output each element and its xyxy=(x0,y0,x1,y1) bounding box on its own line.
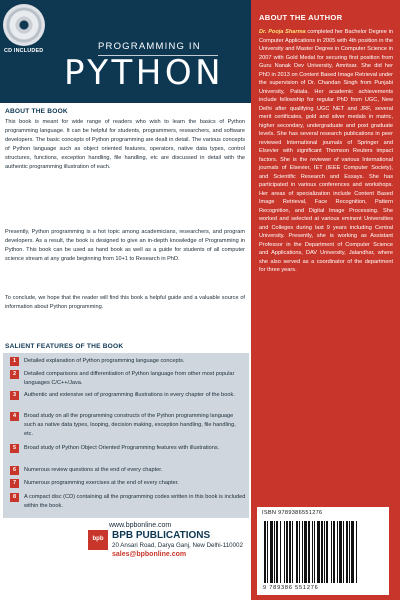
feature-number: 8 xyxy=(10,493,19,502)
publisher-email: sales@bpbonline.com xyxy=(112,551,187,558)
feature-number: 3 xyxy=(10,391,19,400)
barcode-box xyxy=(257,507,389,595)
publisher-website: www.bpbonline.com xyxy=(109,522,172,529)
about-book-paragraph-3: To conclude, we hope that the reader will find this book a helpful guide and a valuable source of information about Python programming. xyxy=(5,295,245,311)
about-author-heading: ABOUT THE AUTHOR xyxy=(259,13,343,22)
feature-number: 5 xyxy=(10,444,19,453)
feature-text: Detailed explanation of Python programming language concepts. xyxy=(24,358,185,364)
feature-number: 4 xyxy=(10,412,19,421)
cd-included-label: CD INCLUDED xyxy=(4,48,44,54)
feature-text: Authentic and extensive set of programming illustrations in every chapter of the book. xyxy=(24,392,235,398)
feature-text: Detailed comparisons and differentiation of Python language from other most popular languages C/C++/Java. xyxy=(24,371,235,386)
feature-text: Numerous programming exercises at the end of every chapter. xyxy=(24,480,179,486)
features-heading: SALIENT FEATURES OF THE BOOK xyxy=(5,343,124,350)
feature-text: Numerous review questions at the end of every chapter. xyxy=(24,467,163,473)
features-list xyxy=(3,353,249,518)
publisher-address: 20 Ansari Road, Darya Ganj, New Delhi-110002 xyxy=(112,542,243,549)
barcode-digits: 9 789386 551276 xyxy=(263,585,319,591)
python-title: PYTHON xyxy=(64,53,225,93)
right-column xyxy=(251,0,400,600)
feature-number: 7 xyxy=(10,479,19,488)
feature-number: 6 xyxy=(10,466,19,475)
isbn-text: ISBN 9789386551276 xyxy=(262,510,323,516)
header-band xyxy=(0,0,251,103)
author-bio xyxy=(259,28,393,275)
about-book-paragraph-1: This book is meant for wide range of readers who wish to learn the basics of Python programming language. It can be helpful for students, programmers, researchers, and software developers. The basic concepts of Python programming are dealt in detail. The various concepts of Python language such as object oriented features, operators, native data types, control structures, functions, exception handling, file handling, etc are discussed in detail with the authentic programming illustration of each. xyxy=(5,119,245,171)
about-book-paragraph-2: Presently, Python programming is a hot topic among academicians, researchers, and program developers. As a result, the book is designed to give an in-depth knowledge of Programming in Python. This book can be used as hand book as well as a guide for students of all computer science stream at any grade beginning from 10+1 to Research in PhD. xyxy=(5,229,245,263)
author-name: Dr. Pooja Sharma xyxy=(259,29,306,35)
feature-text: Broad study on all the programming constructs of the Python programming language such as native data types, looping, decision making, exception handling, file handling, etc. xyxy=(24,413,236,437)
bpb-logo-text: bpb xyxy=(92,536,104,542)
feature-number: 1 xyxy=(10,357,19,366)
feature-text: Broad study of Python Object Oriented Programming features with illustrations. xyxy=(24,445,220,451)
author-bio-text: completed her Bachelor Degree in Computer Applications in 2005 with 4th position in the University and Master Degree in Computer Science in 2007 with Gold Medal for securing first position from Guru Nanak Dev University, Amritsar. She did her PhD in 2013 on Content Based Image Retrieval under the supervision of Dr. Chandan Singh from Punjabi University, Patiala. Her academic achievements include fellowship for regular PhD from UGC, New Delhi after qualifying UGC NET and JRF, several merit certificates, gold and silver medals in matric, higher secondary, undergraduate and post graduate levels. She has several research publications in peer reviewed International journals of Springer and Elsevier with significant Thomson Reuters impact factors. She is the reviewer of various International journals of Elsevier, IET (IEEE Computer Society), and Scientific Research and Essays. She has participated in various conferences and workshops. Her areas of specialization include Content Based Image Retrieval, Face Recognition, Pattern Recognition, and Digital Image Processing. She worked and selected at various eminent Universities and Colleges during last 9 years including Central University. Presently, she is working as Assistant Professor in the Department of Computer Science and Applications, DAV University, Jalandhar, where she also served as a coordinator of the department for three years. xyxy=(259,29,393,273)
publisher-name: BPB PUBLICATIONS xyxy=(112,530,211,541)
programming-in-label: PROGRAMMING IN xyxy=(98,41,201,52)
feature-text: A compact disc (CD) containing all the programming codes written in this book is included within the book. xyxy=(24,494,246,509)
cd-icon xyxy=(3,4,45,46)
about-book-heading: ABOUT THE BOOK xyxy=(5,108,68,115)
bpb-logo xyxy=(88,530,108,550)
feature-number: 2 xyxy=(10,370,19,379)
barcode-icon xyxy=(264,521,382,583)
